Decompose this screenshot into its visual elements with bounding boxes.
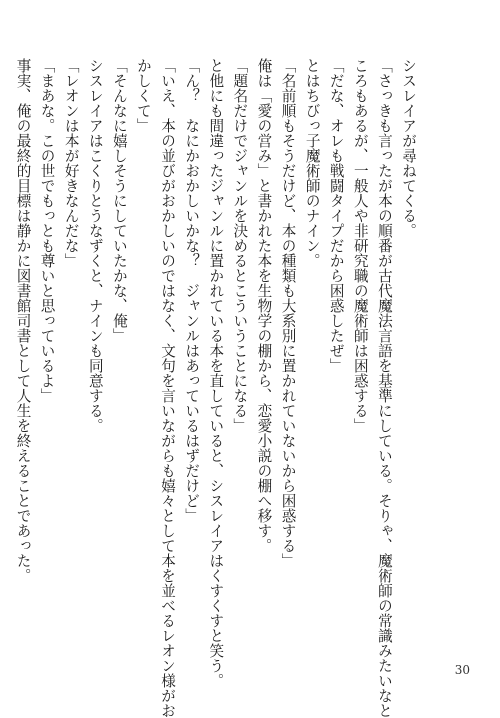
text-line: 俺は「愛の営み」と書かれた本を生物学の棚から、恋愛小説の棚へ移す。 xyxy=(255,58,273,553)
text-line: と他にも間違ったジャンルに置かれている本を直していると、シスレイアはくすくすと笑う。 xyxy=(207,58,225,688)
text-line: シスレイアはこくりとうなずくと、ナインも同意する。 xyxy=(86,58,104,433)
text-line: 事実、俺の最終的目標は静かに図書館司書として人生を終えることであった。 xyxy=(14,58,32,583)
text-line: 「そんなに嬉しそうにしていたかな、俺」 xyxy=(110,58,128,343)
vertical-text-body xyxy=(10,58,420,718)
text-line: かしくて」 xyxy=(134,58,152,133)
text-line: 「いえ、本の並びがおかしいのではなく、文句を言いながらも嬉々として本を並べるレオン様がお xyxy=(159,58,177,718)
text-line: 「名前順もそうだけど、本の種類も大系別に置かれていないから困惑する」 xyxy=(279,58,297,568)
page-number: 30 xyxy=(454,663,470,677)
text-line: とはちびっ子魔術師のナイン。 xyxy=(303,58,321,268)
text-line: シスレイアが尋ねてくる。 xyxy=(400,58,417,238)
text-line: 「さっきも言ったが本の順番が古代魔法言語を基準にしている。そりゃ、魔術師の常識みたいなと xyxy=(375,58,393,718)
text-line: 「レオンは本が好きなんだな」 xyxy=(62,58,80,268)
text-line: 「まあな。この世でもっとも尊いと思っているよ」 xyxy=(38,58,56,403)
text-line: ころもあるが、一般人や非研究職の魔術師は困惑する」 xyxy=(351,58,369,433)
text-line: 「だな、オレも戦闘タイプだから困惑したぜ」 xyxy=(327,58,345,373)
text-line: 「ん？ なにかおかしいかな？ ジャンルはあっているはずだけど」 xyxy=(183,58,201,523)
text-line: 「題名だけでジャンルを決めるとこういうことになる」 xyxy=(231,58,249,433)
